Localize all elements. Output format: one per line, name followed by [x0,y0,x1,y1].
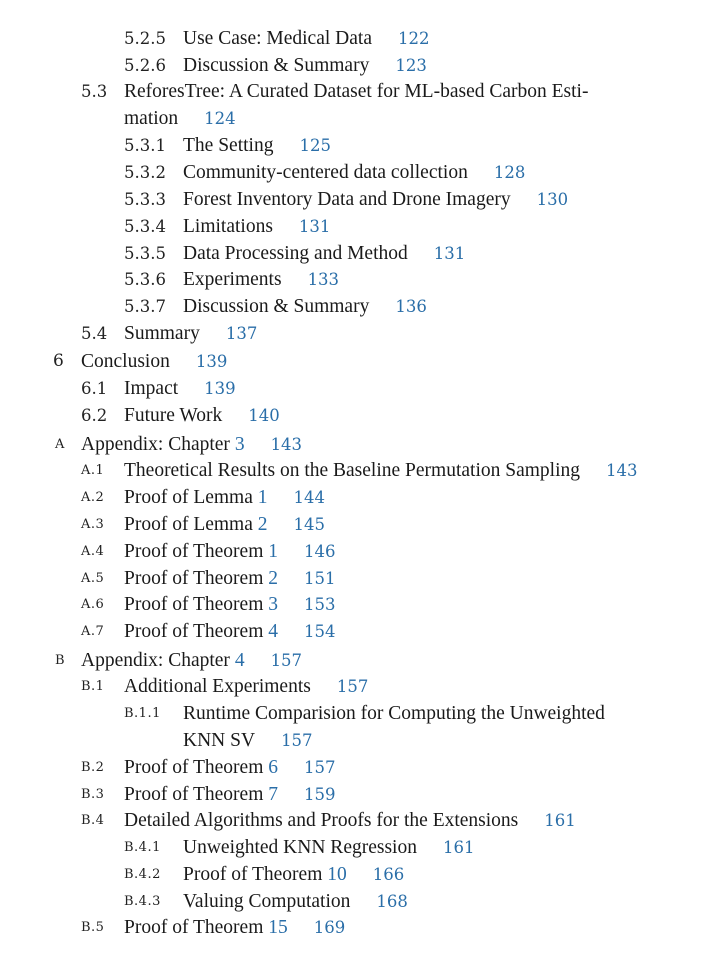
entry-title: Experiments [183,269,282,290]
toc-entry[interactable] [0,159,717,186]
page-number-link[interactable]: 168 [376,892,408,911]
cross-reference-link[interactable]: 3 [268,594,278,615]
entry-text [124,538,335,565]
entry-text [183,132,331,159]
entry-title: Theoretical Results on the Baseline Permutation Sampling [124,460,580,481]
entry-number: A.5 [81,571,105,586]
page-number-link[interactable]: 157 [336,677,369,696]
entry-title: Conclusion [81,351,170,372]
entry-number: 5.2.6 [124,56,166,75]
entry-text [183,834,474,861]
entry-number: B.1.1 [124,706,161,721]
entry-number: 5.3.6 [124,270,166,289]
entry-text [81,431,302,458]
entry-title: Appendix: Chapter [81,650,230,671]
entry-title: Valuing Computation [183,891,351,912]
page-number-link[interactable]: 122 [397,29,430,48]
entry-number: B.1 [81,679,105,694]
toc-entry[interactable] [0,186,717,213]
page-number-link[interactable]: 154 [303,622,336,641]
entry-number: 5.3.4 [124,217,166,236]
entry-number: B [55,653,65,668]
page-number-link[interactable]: 159 [303,785,336,804]
entry-text [124,914,345,941]
entry-title: Future Work [124,405,223,426]
entry-title: Detailed Algorithms and Proofs for the Extensions [124,810,519,831]
toc-entry[interactable] [0,240,717,267]
cross-reference-link[interactable]: 7 [268,784,278,805]
cross-reference-link[interactable]: 15 [268,917,288,938]
page-number-link[interactable]: 131 [298,217,331,236]
page-number-link[interactable]: 128 [493,163,526,182]
entry-number: 6.1 [81,379,108,398]
entry-title: Proof of Theorem [124,621,264,642]
entry-title: Unweighted KNN Regression [183,837,417,858]
entry-number: B.4.2 [124,867,161,882]
toc-entry[interactable] [0,618,717,645]
cross-reference-link[interactable]: 4 [268,621,278,642]
entry-text [124,402,280,429]
toc-entry[interactable] [0,511,717,538]
entry-title: Proof of Theorem [124,594,264,615]
entry-title: Discussion & Summary [183,55,370,76]
entry-text [183,700,605,727]
page-number-link[interactable]: 136 [395,297,427,316]
entry-number: B.3 [81,787,105,802]
entry-title: Proof of Theorem [183,864,323,885]
entry-number: A.3 [81,517,105,532]
entry-number: B.4.1 [124,840,161,855]
page-number-link[interactable]: 123 [395,56,427,75]
entry-number: 5.3.7 [124,297,166,316]
page-number-link[interactable]: 166 [372,865,405,884]
toc-entry[interactable] [0,834,717,861]
toc-entry[interactable] [0,457,717,484]
toc-entry-continuation[interactable] [0,105,717,132]
toc-entry[interactable] [0,647,717,674]
cross-reference-link[interactable]: 1 [268,541,278,562]
entry-title: Proof of Theorem [124,568,264,589]
cross-reference-link[interactable]: 10 [327,864,347,885]
cross-reference-link[interactable]: 2 [268,568,278,589]
entry-text [183,293,427,320]
entry-text [124,511,325,538]
toc-entry[interactable] [0,293,717,320]
entry-title-continuation: mation [124,108,179,129]
toc-entry[interactable] [0,132,717,159]
entry-number: A.1 [81,463,105,478]
toc-entry[interactable] [0,673,717,700]
toc-entry[interactable] [0,320,717,347]
toc-entry[interactable] [0,754,717,781]
toc-entry[interactable] [0,431,717,458]
entry-title: Additional Experiments [124,676,311,697]
entry-title: Proof of Lemma [124,514,253,535]
entry-text [81,647,302,674]
entry-text [124,673,368,700]
page-number-link[interactable]: 131 [433,244,466,263]
entry-text [124,78,588,105]
entry-number: A.7 [81,624,105,639]
entry-title: Proof of Theorem [124,784,264,805]
cross-reference-link[interactable]: 2 [257,514,268,535]
page-number-link[interactable]: 153 [303,595,336,614]
toc-entry[interactable] [0,888,717,915]
entry-text [124,375,236,402]
entry-text [183,186,568,213]
page-number-link[interactable]: 157 [303,758,336,777]
entry-text [183,727,313,754]
entry-text [183,888,408,915]
cross-reference-link[interactable]: 6 [268,757,278,778]
entry-title: Community-centered data collection [183,162,468,183]
entry-title: Data Processing and Method [183,243,408,264]
entry-number: B.2 [81,760,105,775]
entry-title: Proof of Lemma [124,487,253,508]
toc-entry[interactable] [0,700,717,727]
page-number-link[interactable]: 151 [303,569,336,588]
entry-number: 5.2.5 [124,29,166,48]
entry-title-continuation: KNN SV [183,730,256,751]
entry-number: A.4 [81,544,105,559]
entry-text [124,457,638,484]
entry-text [183,52,427,79]
page-number-link[interactable]: 143 [606,461,638,480]
entry-text [124,591,335,618]
entry-number: 5.3.3 [124,190,166,209]
page-number-link[interactable]: 144 [293,488,326,507]
entry-title: Proof of Theorem [124,541,264,562]
toc-entry[interactable] [0,375,717,402]
toc-entry[interactable] [0,266,717,293]
toc-entry[interactable] [0,213,717,240]
toc-entry[interactable] [0,807,717,834]
entry-number: 5.3.5 [124,244,166,263]
entry-title: Forest Inventory Data and Drone Imagery [183,189,511,210]
toc-entry[interactable] [0,348,717,375]
entry-title: Use Case: Medical Data [183,28,372,49]
entry-text [183,240,465,267]
entry-number: A [55,437,65,452]
toc-entry[interactable] [0,25,717,52]
entry-text [124,320,257,347]
entry-title: Appendix: Chapter [81,434,230,455]
entry-text [124,781,335,808]
page-number-link[interactable]: 161 [544,811,576,830]
entry-text [183,861,404,888]
page-number-link[interactable]: 139 [195,352,228,371]
entry-number: 5.3.1 [124,136,166,155]
entry-title: The Setting [183,135,274,156]
entry-text [124,484,325,511]
entry-number: A.2 [81,490,105,505]
entry-title: Proof of Theorem [124,757,264,778]
entry-number: B.4.3 [124,894,161,909]
entry-number: 5.3.2 [124,163,166,182]
entry-title: Discussion & Summary [183,296,370,317]
entry-title: Runtime Comparision for Computing the Unweighted [183,703,605,724]
entry-number: A.6 [81,597,105,612]
page-number-link[interactable]: 157 [270,651,303,670]
cross-reference-link[interactable]: 4 [234,650,245,671]
entry-title: ReforesTree: A Curated Dataset for ML-based Carbon Esti- [124,81,589,102]
entry-text [183,159,525,186]
toc-entry[interactable] [0,591,717,618]
page-number-link[interactable]: 146 [303,542,336,561]
entry-text [183,213,330,240]
toc-entry[interactable] [0,565,717,592]
cross-reference-link[interactable]: 1 [257,487,268,508]
toc-entry[interactable] [0,538,717,565]
entry-text [81,348,227,375]
entry-text [124,565,335,592]
entry-text [124,105,236,132]
entry-title: Summary [124,323,200,344]
entry-number: 6.2 [81,406,108,425]
page-number-link[interactable]: 130 [536,190,569,209]
entry-number: B.4 [81,813,105,828]
toc-entry[interactable] [0,484,717,511]
toc-entry[interactable] [0,914,717,941]
page-number-link[interactable]: 133 [307,270,340,289]
entry-text [124,618,335,645]
entry-title: Limitations [183,216,273,237]
page-number-link[interactable]: 125 [299,136,331,155]
page-number-link[interactable]: 143 [270,435,303,454]
entry-number: 5.4 [81,324,108,343]
entry-text [124,807,576,834]
page-number-link[interactable]: 124 [204,109,236,128]
entry-number: 5.3 [81,82,108,101]
entry-text [183,266,339,293]
page-number-link[interactable]: 140 [248,406,280,425]
toc-entry[interactable] [0,781,717,808]
entry-text [124,754,335,781]
cross-reference-link[interactable]: 3 [234,434,245,455]
page-number-link[interactable]: 169 [313,918,346,937]
toc-entry[interactable] [0,402,717,429]
entry-title: Proof of Theorem [124,917,264,938]
entry-text [183,25,429,52]
page-number-link[interactable]: 145 [293,515,326,534]
page-number-link[interactable]: 157 [281,731,313,750]
page-number-link[interactable]: 137 [225,324,258,343]
toc-entry[interactable] [0,52,717,79]
toc-entry[interactable] [0,78,717,105]
toc-entry[interactable] [0,861,717,888]
page-number-link[interactable]: 161 [442,838,475,857]
toc-entry-continuation[interactable] [0,727,717,754]
entry-number: B.5 [81,920,105,935]
entry-title: Impact [124,378,179,399]
entry-number: 6 [53,351,64,371]
page-number-link[interactable]: 139 [204,379,236,398]
